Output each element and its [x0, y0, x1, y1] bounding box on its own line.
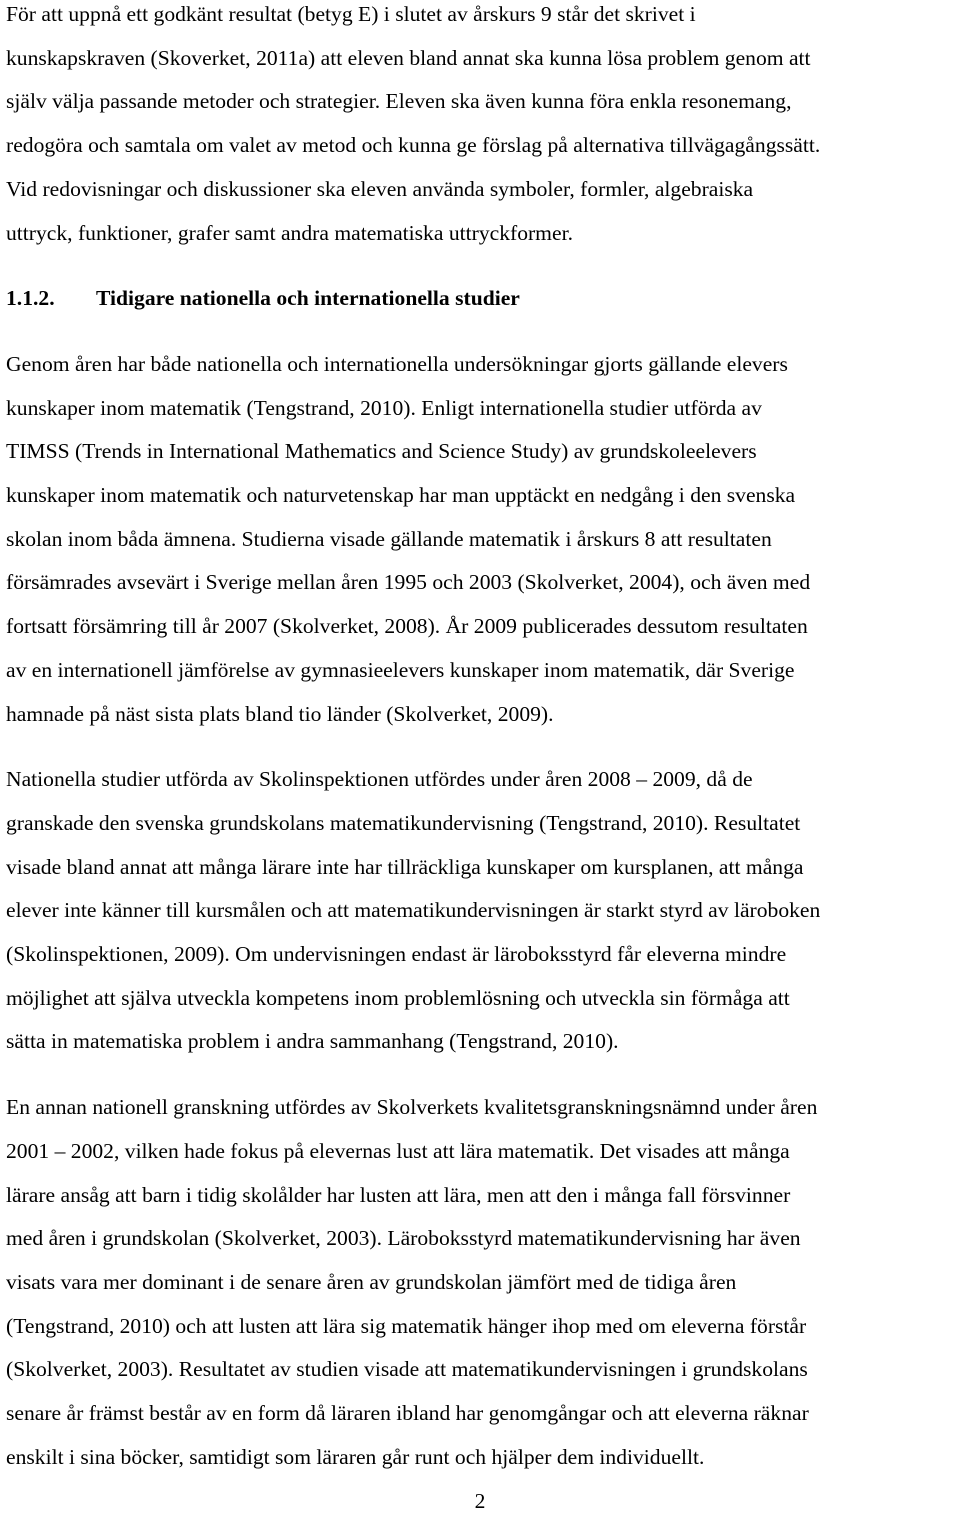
- section-title: Tidigare nationella och internationella studier: [96, 286, 520, 311]
- text-line: visats vara mer dominant i de senare åren av grundskolan jämfört med de tidiga åren: [6, 1269, 737, 1294]
- paragraph: [6, 758, 956, 1064]
- text-line: av en internationell jämförelse av gymnasieelevers kunskaper inom matematik, där Sverige: [6, 657, 795, 682]
- text-line: sätta in matematiska problem i andra sammanhang (Tengstrand, 2010).: [6, 1029, 619, 1054]
- paragraph: [6, 343, 956, 736]
- text-line: (Tengstrand, 2010) och att lusten att lära sig matematik hänger ihop med om eleverna förstår: [6, 1313, 807, 1338]
- text-line: Genom åren har både nationella och internationella undersökningar gjorts gällande elevers: [6, 351, 788, 376]
- text-line: senare år främst består av en form då läraren ibland har genomgångar och att eleverna räknar: [6, 1401, 809, 1426]
- text-line: skolan inom båda ämnena. Studierna visade gällande matematik i årskurs 8 att resultaten: [6, 526, 772, 551]
- text-line: elever inte känner till kursmålen och att matematikundervisningen är starkt styrd av läroboken: [6, 898, 821, 923]
- text-line: (Skolinspektionen, 2009). Om undervisningen endast är läroboksstyrd får eleverna mindre: [6, 942, 787, 967]
- text-line: själv välja passande metoder och strategier. Eleven ska även kunna föra enkla resonemang,: [6, 89, 792, 114]
- text-line: För att uppnå ett godkänt resultat (betyg E) i slutet av årskurs 9 står det skrivet i: [6, 2, 696, 26]
- section-heading: [6, 277, 956, 321]
- text-line: visade bland annat att många lärare inte har tillräckliga kunskaper om kursplanen, att många: [6, 854, 804, 879]
- text-line: (Skolverket, 2003). Resultatet av studien visade att matematikundervisningen i grundskolans: [6, 1357, 808, 1382]
- document-page: [6, 0, 956, 1480]
- text-line: Vid redovisningar och diskussioner ska eleven använda symboler, formler, algebraiska: [6, 176, 754, 201]
- text-line: möjlighet att själva utveckla kompetens inom problemlösning och utveckla sin förmåga att: [6, 985, 790, 1010]
- text-line: fortsatt försämring till år 2007 (Skolverket, 2008). År 2009 publicerades dessutom resultaten: [6, 614, 808, 639]
- text-line: redogöra och samtala om valet av metod och kunna ge förslag på alternativa tillvägagångssätt.: [6, 133, 821, 158]
- text-line: En annan nationell granskning utfördes av Skolverkets kvalitetsgranskningsnämnd under åren: [6, 1095, 818, 1120]
- text-line: enskilt i sina böcker, samtidigt som läraren går runt och hjälper dem individuellt.: [6, 1444, 705, 1469]
- text-line: kunskaper inom matematik och naturvetenskap har man upptäckt en nedgång i den svenska: [6, 483, 796, 508]
- text-line: Nationella studier utförda av Skolinspektionen utfördes under åren 2008 – 2009, då de: [6, 767, 753, 792]
- text-line: försämrades avsevärt i Sverige mellan åren 1995 och 2003 (Skolverket, 2004), och även med: [6, 570, 811, 595]
- text-line: lärare ansåg att barn i tidig skolålder har lusten att lära, men att den i många fall försvinner: [6, 1182, 791, 1207]
- text-line: uttryck, funktioner, grafer samt andra matematiska uttryckformer.: [6, 220, 573, 245]
- section-number: 1.1.2.: [6, 286, 55, 311]
- text-line: granskade den svenska grundskolans matematikundervisning (Tengstrand, 2010). Resultatet: [6, 810, 801, 835]
- page-number: 2: [474, 1489, 486, 1513]
- paragraph: [6, 1086, 956, 1479]
- text-line: kunskapskraven (Skoverket, 2011a) att eleven bland annat ska kunna lösa problem genom att: [6, 45, 811, 70]
- paragraph: [6, 0, 956, 255]
- text-line: med åren i grundskolan (Skolverket, 2003). Läroboksstyrd matematikundervisning har även: [6, 1226, 801, 1251]
- text-line: hamnade på näst sista plats bland tio länder (Skolverket, 2009).: [6, 701, 554, 726]
- text-line: kunskaper inom matematik (Tengstrand, 2010). Enligt internationella studier utförda av: [6, 395, 762, 420]
- text-line: 2001 – 2002, vilken hade fokus på elevernas lust att lära matematik. Det visades att många: [6, 1138, 790, 1163]
- text-line: TIMSS (Trends in International Mathematics and Science Study) av grundskoleelevers: [6, 439, 757, 464]
